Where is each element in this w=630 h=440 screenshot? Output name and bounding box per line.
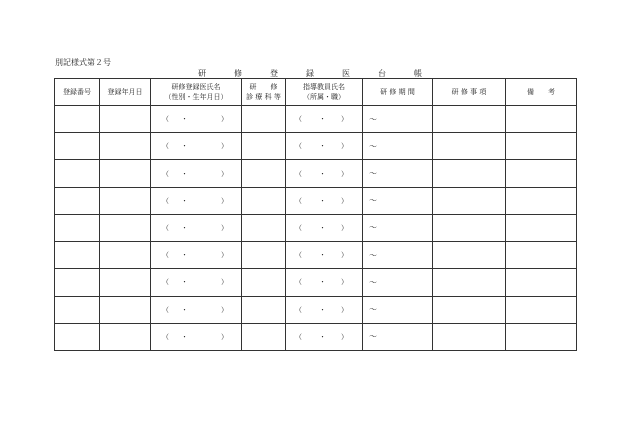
table-row — [55, 214, 577, 241]
document-title: 研 修 登 録 医 台 帳 — [198, 69, 432, 78]
col-training-period: 研 修 期 間 — [363, 79, 433, 106]
cell-registered-doctor[interactable]: （ ・ ） — [151, 296, 242, 323]
cell-remarks[interactable] — [506, 296, 577, 323]
table-row — [55, 160, 577, 187]
cell-remarks[interactable] — [506, 323, 577, 350]
table-row — [55, 106, 577, 133]
cell-remarks[interactable] — [506, 160, 577, 187]
cell-registration-date[interactable] — [100, 269, 151, 296]
cell-registration-date[interactable] — [100, 133, 151, 160]
cell-training-items[interactable] — [433, 242, 506, 269]
cell-training-dept[interactable] — [242, 133, 286, 160]
cell-instructor[interactable]: （ ・ ） — [286, 323, 363, 350]
cell-registered-doctor[interactable]: （ ・ ） — [151, 242, 242, 269]
cell-training-dept[interactable] — [242, 242, 286, 269]
col-training-items: 研 修 事 項 — [433, 79, 506, 106]
cell-training-items[interactable] — [433, 133, 506, 160]
cell-training-dept[interactable] — [242, 160, 286, 187]
register-table — [54, 78, 577, 351]
cell-registration-date[interactable] — [100, 214, 151, 241]
col-training-dept: 研 修 診 療 科 等 — [242, 79, 286, 106]
cell-registration-date[interactable] — [100, 323, 151, 350]
cell-training-items[interactable] — [433, 296, 506, 323]
cell-training-dept[interactable] — [242, 106, 286, 133]
cell-training-dept[interactable] — [242, 269, 286, 296]
cell-training-period[interactable]: ～ — [363, 160, 433, 187]
cell-instructor[interactable]: （ ・ ） — [286, 106, 363, 133]
cell-training-period[interactable]: ～ — [363, 296, 433, 323]
cell-instructor[interactable]: （ ・ ） — [286, 296, 363, 323]
cell-training-period[interactable]: ～ — [363, 133, 433, 160]
cell-registration-number[interactable] — [55, 106, 100, 133]
cell-registration-date[interactable] — [100, 187, 151, 214]
table-row — [55, 269, 577, 296]
cell-remarks[interactable] — [506, 133, 577, 160]
cell-instructor[interactable]: （ ・ ） — [286, 214, 363, 241]
cell-training-period[interactable]: ～ — [363, 187, 433, 214]
table-row — [55, 133, 577, 160]
col-registration-number: 登録番号 — [55, 79, 100, 106]
cell-training-dept[interactable] — [242, 214, 286, 241]
cell-registered-doctor[interactable]: （ ・ ） — [151, 106, 242, 133]
cell-registered-doctor[interactable]: （ ・ ） — [151, 214, 242, 241]
cell-registration-number[interactable] — [55, 323, 100, 350]
col-remarks: 備 考 — [506, 79, 577, 106]
header-row — [55, 79, 577, 106]
cell-remarks[interactable] — [506, 242, 577, 269]
cell-training-items[interactable] — [433, 187, 506, 214]
cell-remarks[interactable] — [506, 269, 577, 296]
cell-registration-date[interactable] — [100, 160, 151, 187]
cell-training-period[interactable]: ～ — [363, 269, 433, 296]
table-row — [55, 296, 577, 323]
cell-registration-number[interactable] — [55, 242, 100, 269]
cell-registered-doctor[interactable]: （ ・ ） — [151, 323, 242, 350]
cell-registered-doctor[interactable]: （ ・ ） — [151, 133, 242, 160]
table-row — [55, 323, 577, 350]
cell-registration-number[interactable] — [55, 187, 100, 214]
col-instructor: 指導教員氏名 （所属・職） — [286, 79, 363, 106]
cell-training-items[interactable] — [433, 106, 506, 133]
cell-registration-date[interactable] — [100, 296, 151, 323]
cell-registered-doctor[interactable]: （ ・ ） — [151, 160, 242, 187]
col-registered-doctor: 研修登録医氏名 （性別・生年月日） — [151, 79, 242, 106]
cell-registration-number[interactable] — [55, 214, 100, 241]
cell-remarks[interactable] — [506, 106, 577, 133]
cell-instructor[interactable]: （ ・ ） — [286, 133, 363, 160]
form-label: 別記様式第２号 — [55, 58, 111, 67]
cell-registered-doctor[interactable]: （ ・ ） — [151, 187, 242, 214]
cell-registration-date[interactable] — [100, 106, 151, 133]
cell-registration-number[interactable] — [55, 269, 100, 296]
cell-training-period[interactable]: ～ — [363, 242, 433, 269]
cell-training-items[interactable] — [433, 214, 506, 241]
cell-training-period[interactable]: ～ — [363, 214, 433, 241]
cell-instructor[interactable]: （ ・ ） — [286, 269, 363, 296]
cell-instructor[interactable]: （ ・ ） — [286, 160, 363, 187]
cell-training-items[interactable] — [433, 323, 506, 350]
cell-training-dept[interactable] — [242, 323, 286, 350]
cell-registration-date[interactable] — [100, 242, 151, 269]
cell-registration-number[interactable] — [55, 133, 100, 160]
cell-training-period[interactable]: ～ — [363, 323, 433, 350]
cell-remarks[interactable] — [506, 187, 577, 214]
cell-training-items[interactable] — [433, 269, 506, 296]
cell-training-period[interactable]: ～ — [363, 106, 433, 133]
cell-training-items[interactable] — [433, 160, 506, 187]
cell-training-dept[interactable] — [242, 296, 286, 323]
col-registration-date: 登録年月日 — [100, 79, 151, 106]
table-row — [55, 187, 577, 214]
cell-instructor[interactable]: （ ・ ） — [286, 242, 363, 269]
table-row — [55, 242, 577, 269]
cell-remarks[interactable] — [506, 214, 577, 241]
cell-registered-doctor[interactable]: （ ・ ） — [151, 269, 242, 296]
cell-registration-number[interactable] — [55, 160, 100, 187]
cell-training-dept[interactable] — [242, 187, 286, 214]
cell-instructor[interactable]: （ ・ ） — [286, 187, 363, 214]
cell-registration-number[interactable] — [55, 296, 100, 323]
